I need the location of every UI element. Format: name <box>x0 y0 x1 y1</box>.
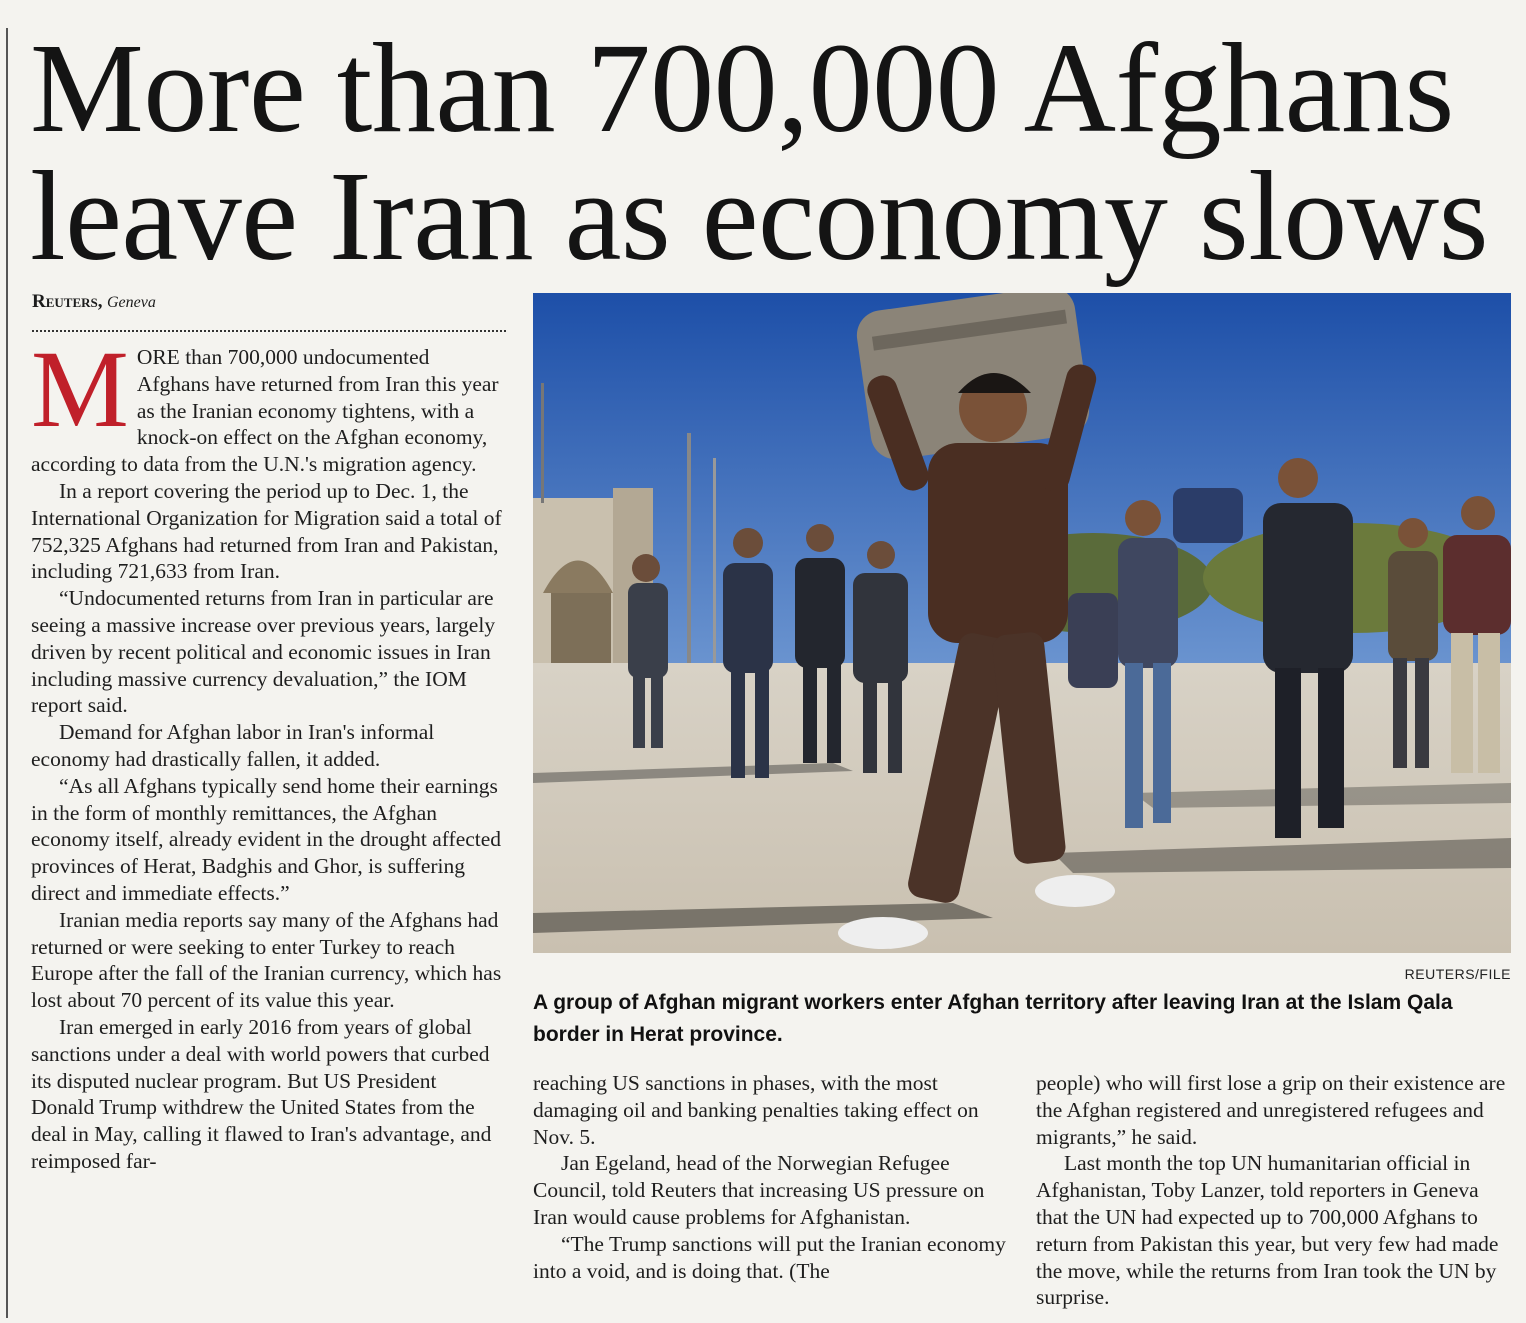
headline-line-2: leave Iran as economy slows <box>30 145 1488 287</box>
byline-agency: Reuters, <box>32 291 103 312</box>
news-photo <box>533 293 1511 953</box>
headline-line-1: More than 700,000 Afghans <box>30 17 1454 159</box>
article-paragraph <box>31 328 505 478</box>
headline <box>30 17 1510 287</box>
article-paragraph: “The Trump sanctions will put the Iranian economy into a void, and is doing that. (The <box>533 1231 1006 1283</box>
article-paragraph: Iranian media reports say many of the Afghans had returned or were seeking to enter Turkey to reach Europe after the fall of the Iranian currency, which has lost about 70 percent of its value this year. <box>31 907 502 1013</box>
byline-location: Geneva <box>107 294 156 311</box>
article-column-1 <box>31 328 505 1175</box>
photo-caption: A group of Afghan migrant workers enter Afghan territory after leaving Iran at the Islam Qala border in Herat province. <box>533 991 1453 1046</box>
photo-credit: REUTERS/FILE <box>1404 966 1511 982</box>
article-paragraph: Jan Egeland, head of the Norwegian Refugee Council, told Reuters that increasing US pressure on Iran would cause problems for Afghanistan. <box>533 1151 985 1229</box>
column-rule <box>6 28 8 1318</box>
byline <box>32 291 156 313</box>
article-paragraph: Iran emerged in early 2016 from years of global sanctions under a deal with world powers that curbed its disputed nuclear program. But US President Donald Trump withdrew the United States from the deal in May, calling it flawed to Iran's advantage, and reimposed far- <box>31 1014 492 1173</box>
drop-cap: M <box>31 328 129 450</box>
migrants-photo-illustration <box>533 293 1511 953</box>
lead-text: ORE than 700,000 undocumented Afghans have returned from Iran this year as the Iranian economy tightens, with a knock-on effect on the Afghan economy, according to data from the U.N.'s migration agency. <box>31 345 499 477</box>
article-paragraph: “As all Afghans typically send home their earnings in the form of monthly remittances, the Afghan economy itself, already evident in the drought affected provinces of Herat, Badghis and Ghor, is suffering direct and immediate effects.” <box>31 773 502 905</box>
article-paragraph: reaching US sanctions in phases, with the most damaging oil and banking penalties taking effect on Nov. 5. <box>533 1071 979 1149</box>
article-paragraph: In a report covering the period up to Dec. 1, the International Organization for Migration said a total of 752,325 Afghans had returned from Iran and Pakistan, including 721,633 from Iran. <box>31 478 502 584</box>
article-paragraph: people) who will first lose a grip on their existence are the Afghan registered and unregistered refugees and migrants,” he said. <box>1036 1071 1506 1149</box>
article-paragraph: “Undocumented returns from Iran in particular are seeing a massive increase over previous years, largely driven by recent political and economic issues in Iran including massive currency devaluation,” the IOM report said. <box>31 586 496 718</box>
article-paragraph: Last month the top UN humanitarian official in Afghanistan, Toby Lanzer, told reporters in Geneva that the UN had expected up to 700,000 Afghans to return from Pakistan this year, but very few had made the move, while the returns from Iran took the UN by surprise. <box>1036 1151 1499 1310</box>
article-column-3 <box>1036 1070 1512 1311</box>
article-paragraph: Demand for Afghan labor in Iran's informal economy had drastically fallen, it added. <box>31 720 435 771</box>
article-column-2 <box>533 1070 1011 1284</box>
